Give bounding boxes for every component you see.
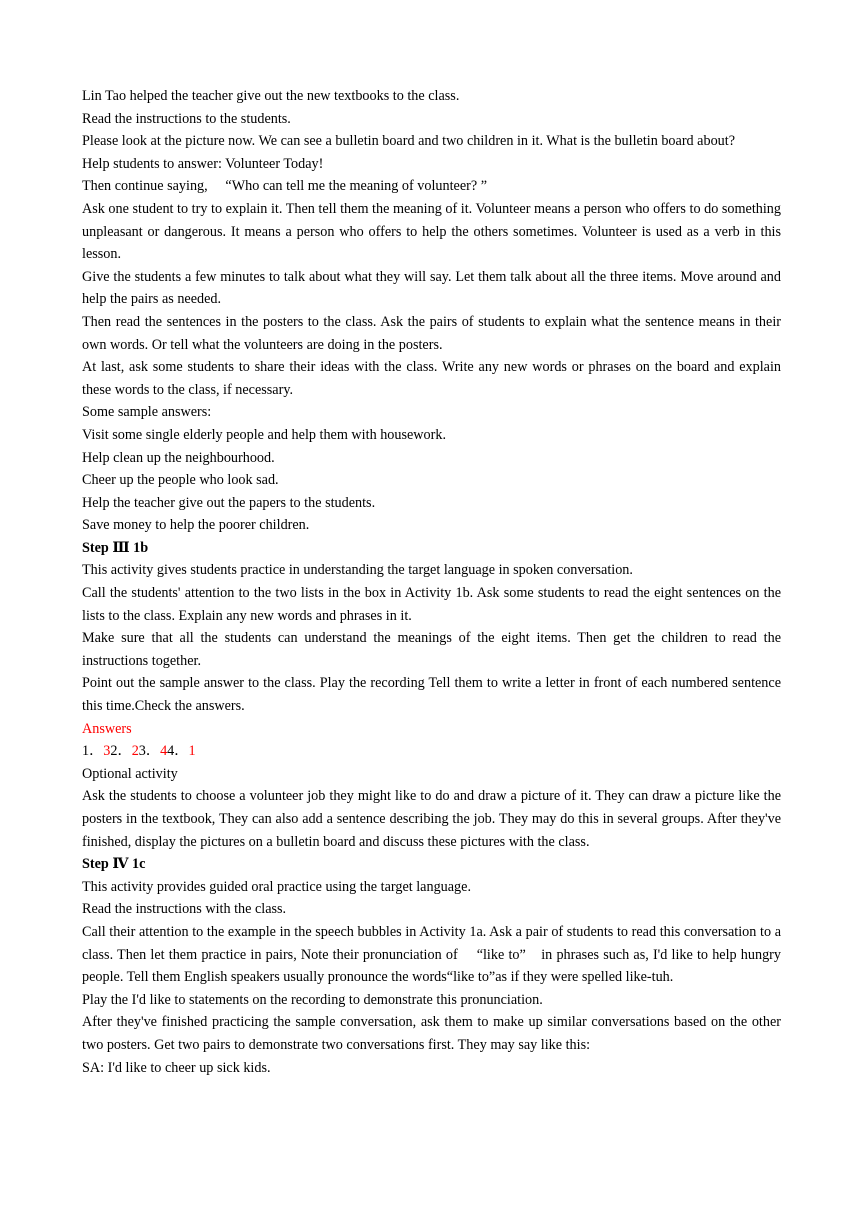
document-body: [82, 85, 781, 1079]
paragraph: Call the students' attention to the two lists in the box in Activity 1b. Ask some students to read the eight sentences on the lists to the class. Explain any new words and phrases in it.: [82, 585, 781, 624]
paragraph: Ask the students to choose a volunteer job they might like to do and draw a picture of it. They can draw a picture like the posters in the textbook, They can also add a sentence describing the job. They may do this in several groups. After they've finished, display the pictures on a bulletin board and discuss these pictures with the class.: [82, 788, 781, 850]
sample-answer: Help the teacher give out the papers to the students.: [82, 494, 376, 511]
paragraph: Make sure that all the students can understand the meanings of the eight items. Then get the children to read the instructions together.: [82, 630, 781, 669]
paragraph: Point out the sample answer to the class. Play the recording Tell them to write a letter in front of each numbered sentence this time.Check the answers.: [82, 675, 781, 715]
answer-number: 2．: [110, 743, 132, 760]
answer-value: 2: [131, 743, 139, 760]
answer-number: 3．: [138, 743, 161, 760]
paragraph: At last, ask some students to share their ideas with the class. Write any new words or phrases on the board and explain these words to the class, if necessary.: [82, 359, 781, 398]
paragraph: After they've finished practicing the sample conversation, ask them to make up similar conversations based on the other two posters. Get two pairs to demonstrate two conversations first. They may say like this:: [82, 1014, 781, 1053]
answer-number: 4．: [167, 743, 189, 760]
sample-answer: Cheer up the people who look sad.: [82, 472, 279, 489]
paragraph: Please look at the picture now. We can see a bulletin board and two children in it. What is the bulletin board about?: [82, 133, 736, 150]
step-3-heading: Step Ⅲ 1b: [82, 539, 149, 556]
sample-answer: Visit some single elderly people and help them with housework.: [82, 426, 447, 443]
paragraph: Give the students a few minutes to talk about what they will say. Let them talk about all the three items. Move around and help the pairs as needed.: [82, 268, 781, 308]
paragraph: Read the instructions with the class.: [82, 901, 287, 918]
paragraph: Play the I'd like to statements on the recording to demonstrate this pronunciation.: [82, 991, 543, 1008]
paragraph: Then continue saying, “Who can tell me the meaning of volunteer? ”: [82, 178, 487, 195]
answer-value: 1: [188, 743, 196, 760]
paragraph: Ask one student to try to explain it. Then tell them the meaning of it. Volunteer means a person who offers to do something unpleasant or dangerous. It means a person who offers to help the others sometimes. Volunteer is used as a verb in this lesson.: [82, 200, 781, 263]
answer-value: 3: [103, 743, 111, 760]
paragraph: Help students to answer: Volunteer Today!: [82, 155, 324, 172]
paragraph: Optional activity: [82, 765, 178, 782]
sample-answer: Save money to help the poorer children.: [82, 517, 310, 534]
step-4-heading: Step Ⅳ 1c: [82, 856, 146, 873]
paragraph: Some sample answers:: [82, 404, 212, 421]
sample-answer: Help clean up the neighbourhood.: [82, 449, 275, 466]
answer-value: 4: [160, 743, 168, 760]
answers-label: Answers: [82, 720, 132, 737]
answer-number: 1．: [82, 743, 104, 760]
paragraph: Then read the sentences in the posters to the class. Ask the pairs of students to explain what the sentence means in their own words. Or tell what the volunteers are doing in the posters.: [82, 313, 781, 353]
dialogue-line: SA: I'd like to cheer up sick kids.: [82, 1059, 271, 1076]
paragraph: Lin Tao helped the teacher give out the new textbooks to the class.: [82, 88, 460, 104]
paragraph: This activity gives students practice in understanding the target language in spoken conversation.: [82, 562, 633, 579]
paragraph: Call their attention to the example in the speech bubbles in Activity 1a. Ask a pair of students to read this conversation to a class. Then let them practice in pairs, Note their pronunciation of “like to” in phrases such as, I'd like to help hungry people. Tell them English speakers usually pronounce the words“like to”as if they were spelled like-tuh.: [82, 923, 781, 986]
paragraph: Read the instructions to the students.: [82, 110, 291, 127]
paragraph: This activity provides guided oral practice using the target language.: [82, 878, 471, 895]
answers-line: [82, 740, 781, 763]
